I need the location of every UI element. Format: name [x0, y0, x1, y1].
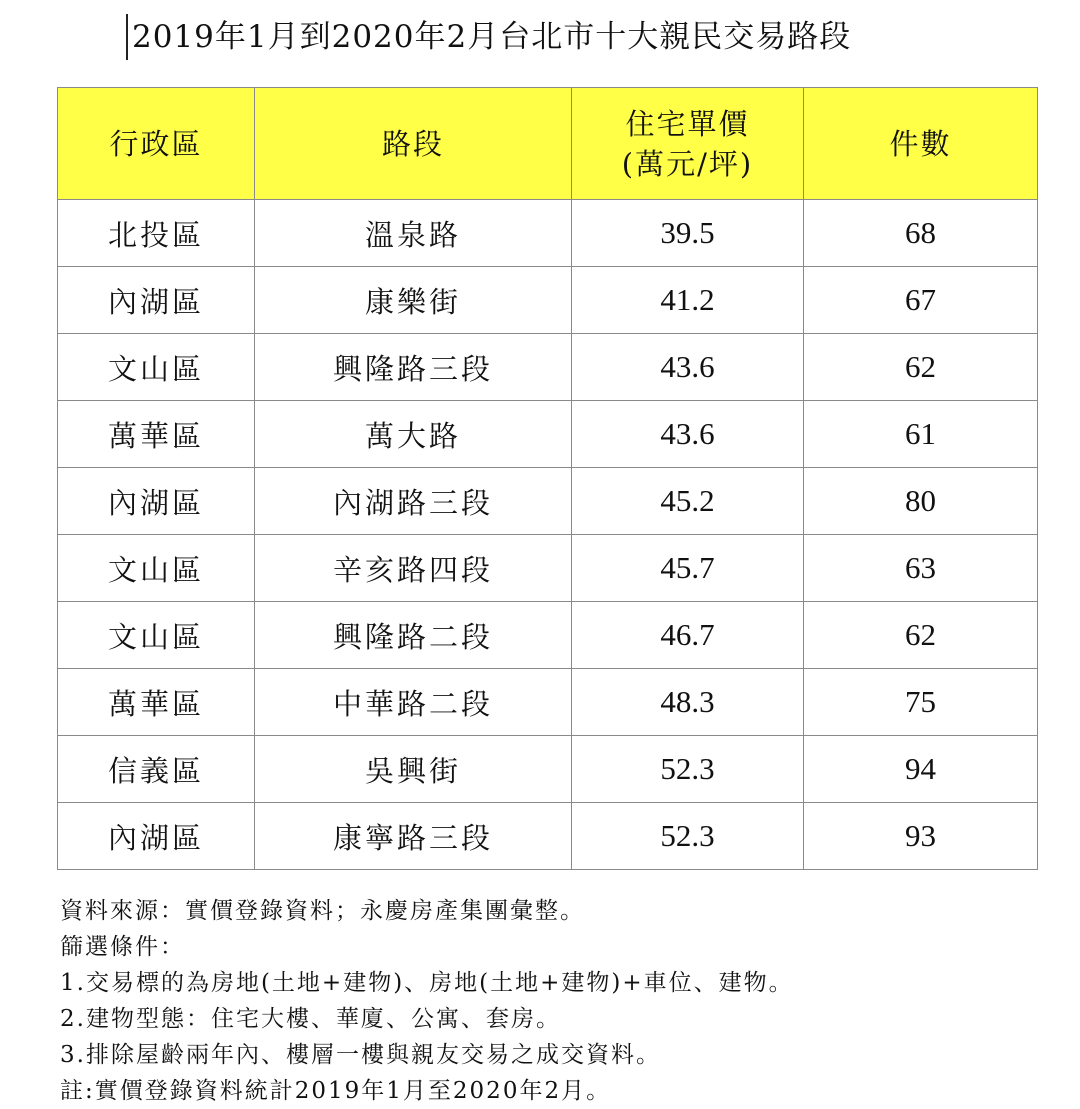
page-title: 2019年1月到2020年2月台北市十大親民交易路段: [126, 14, 851, 60]
cell-district: 文山區: [58, 334, 255, 401]
cell-road: 吳興街: [255, 736, 572, 803]
cell-count: 62: [804, 602, 1038, 669]
header-district: 行政區: [58, 88, 255, 200]
cell-count: 62: [804, 334, 1038, 401]
table-row: [58, 602, 1038, 669]
header-unit-price: [572, 88, 804, 200]
cell-district: 內湖區: [58, 468, 255, 535]
cell-count: 67: [804, 267, 1038, 334]
cell-road: 中華路二段: [255, 669, 572, 736]
table-row: [58, 736, 1038, 803]
cell-road: 內湖路三段: [255, 468, 572, 535]
cell-count: 63: [804, 535, 1038, 602]
cell-unit-price: 43.6: [572, 334, 804, 401]
cell-district: 內湖區: [58, 803, 255, 870]
cell-road: 溫泉路: [255, 200, 572, 267]
cell-unit-price: 52.3: [572, 736, 804, 803]
cell-road: 康寧路三段: [255, 803, 572, 870]
table-row: [58, 535, 1038, 602]
note-filter-heading: 篩選條件：: [60, 934, 185, 960]
note-filter-2: 2.建物型態：住宅大樓、華廈、公寓、套房。: [60, 1006, 561, 1032]
cell-unit-price: 46.7: [572, 602, 804, 669]
cell-unit-price: 41.2: [572, 267, 804, 334]
table-row: [58, 468, 1038, 535]
cell-count: 61: [804, 401, 1038, 468]
cell-district: 信義區: [58, 736, 255, 803]
table-row: [58, 267, 1038, 334]
cell-unit-price: 52.3: [572, 803, 804, 870]
table-row: [58, 401, 1038, 468]
header-road: 路段: [255, 88, 572, 200]
note-period: 註:實價登錄資料統計2019年1月至2020年2月。: [60, 1078, 612, 1104]
cell-unit-price: 39.5: [572, 200, 804, 267]
note-filter-1: 1.交易標的為房地(土地+建物)、房地(土地+建物)+車位、建物。: [60, 970, 794, 996]
table-row: [58, 200, 1038, 267]
cell-district: 北投區: [58, 200, 255, 267]
cell-count: 68: [804, 200, 1038, 267]
cell-count: 75: [804, 669, 1038, 736]
cell-count: 94: [804, 736, 1038, 803]
cell-count: 80: [804, 468, 1038, 535]
cell-count: 93: [804, 803, 1038, 870]
cell-district: 萬華區: [58, 401, 255, 468]
note-filter-3: 3.排除屋齡兩年內、樓層一樓與親友交易之成交資料。: [60, 1042, 661, 1068]
table-header-row: [58, 88, 1038, 200]
table-row: [58, 334, 1038, 401]
cell-road: 康樂街: [255, 267, 572, 334]
cell-unit-price: 45.7: [572, 535, 804, 602]
note-source: 資料來源：實價登錄資料；永慶房產集團彙整。: [60, 898, 585, 924]
cell-road: 萬大路: [255, 401, 572, 468]
cell-road: 興隆路三段: [255, 334, 572, 401]
cell-district: 萬華區: [58, 669, 255, 736]
affordable-roads-table: [57, 87, 1038, 870]
cell-unit-price: 48.3: [572, 669, 804, 736]
table-row: [58, 803, 1038, 870]
cell-unit-price: 43.6: [572, 401, 804, 468]
table-row: [58, 669, 1038, 736]
cell-district: 文山區: [58, 535, 255, 602]
cell-unit-price: 45.2: [572, 468, 804, 535]
cell-road: 興隆路二段: [255, 602, 572, 669]
notes-section: [60, 893, 1060, 1109]
cell-district: 內湖區: [58, 267, 255, 334]
header-unit-price-label: 住宅單價: [625, 106, 750, 141]
cell-road: 辛亥路四段: [255, 535, 572, 602]
header-unit-price-unit: (萬元/坪): [621, 146, 754, 181]
cell-district: 文山區: [58, 602, 255, 669]
header-count: 件數: [804, 88, 1038, 200]
